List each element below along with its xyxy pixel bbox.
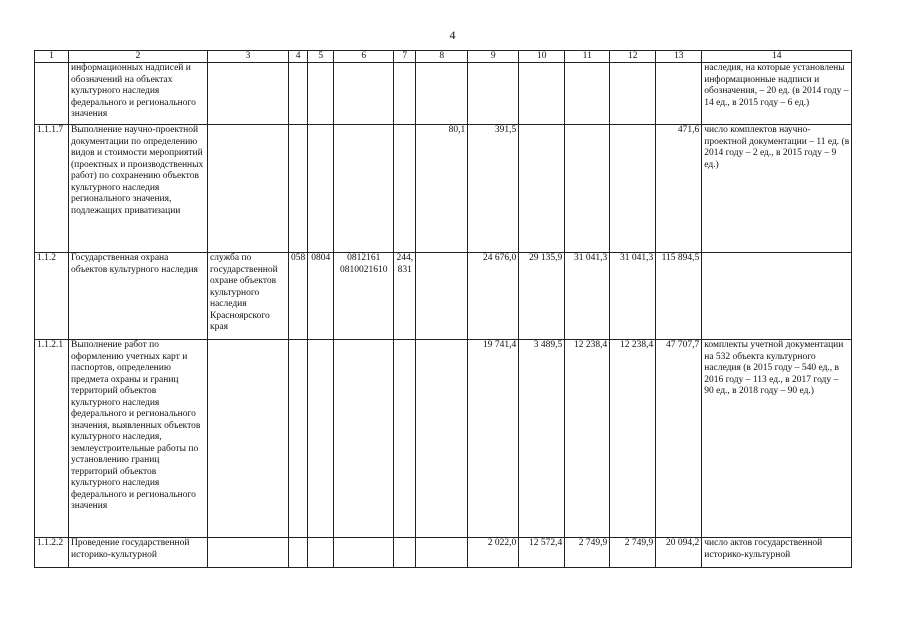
row-code (35, 63, 69, 125)
row-value (610, 63, 656, 125)
row-value: 2 749,9 (565, 538, 610, 568)
row-value (519, 63, 565, 125)
row-grbs (289, 538, 308, 568)
header-cell: 5 (308, 51, 334, 63)
row-value: 19 741,4 (468, 340, 519, 538)
row-csr (334, 125, 394, 253)
csr-code: 0812161 (347, 253, 381, 263)
row-value: 12 572,4 (519, 538, 565, 568)
row-value (519, 125, 565, 253)
row-rzpr (308, 340, 334, 538)
row-grbs (289, 125, 308, 253)
row-description: Проведение государственной историко-культурной (69, 538, 208, 568)
header-cell: 12 (610, 51, 656, 63)
row-value: 2 022,0 (468, 538, 519, 568)
page-number: 4 (449, 28, 456, 42)
header-cell: 7 (394, 51, 416, 63)
row-rzpr (308, 538, 334, 568)
row-grbs (289, 340, 308, 538)
row-grbs: 058 (289, 253, 308, 340)
row-value: 29 135,9 (519, 253, 565, 340)
vr-code: 831 (397, 264, 412, 275)
row-value: 12 238,4 (610, 340, 656, 538)
row-agency (208, 63, 289, 125)
row-value (565, 63, 610, 125)
table-row (35, 538, 852, 568)
row-description: информационных надписей и обозначений на объектах культурного наследия федерального и регионального значения (69, 63, 208, 125)
table-row (35, 63, 852, 125)
header-cell: 4 (289, 51, 308, 63)
row-code: 1.1.1.7 (35, 125, 69, 253)
row-csr (334, 340, 394, 538)
row-agency: служба по государственной охране объектов культурного наследия Красноярского края (208, 253, 289, 340)
row-value: 2 749,9 (610, 538, 656, 568)
row-result: комплекты учетной документации на 532 объекта культурного наследия (в 2015 году – 540 ед., в 2016 году – 113 ед., в 2017 году – 90 ед., в 2018 году – 90 ед.) (702, 340, 852, 538)
row-total (656, 63, 702, 125)
row-agency (208, 340, 289, 538)
row-vr (394, 63, 416, 125)
header-cell: 9 (468, 51, 519, 63)
row-value (416, 253, 468, 340)
row-value (416, 63, 468, 125)
header-cell: 10 (519, 51, 565, 63)
header-cell: 8 (416, 51, 468, 63)
row-value: 391,5 (468, 125, 519, 253)
budget-table (34, 50, 852, 568)
header-row (35, 51, 852, 63)
row-value (416, 538, 468, 568)
row-value: 12 238,4 (565, 340, 610, 538)
row-csr (334, 63, 394, 125)
csr-code: 0810021610 (340, 264, 388, 275)
table-row (35, 253, 852, 340)
row-total: 115 894,5 (656, 253, 702, 340)
row-rzpr: 0804 (308, 253, 334, 340)
row-rzpr (308, 63, 334, 125)
row-vr (394, 538, 416, 568)
row-description: Государственная охрана объектов культурного наследия (69, 253, 208, 340)
header-cell: 6 (334, 51, 394, 63)
row-grbs (289, 63, 308, 125)
row-result (702, 253, 852, 340)
row-value: 24 676,0 (468, 253, 519, 340)
row-value: 31 041,3 (565, 253, 610, 340)
header-cell: 1 (35, 51, 69, 63)
table-row (35, 340, 852, 538)
row-value (416, 340, 468, 538)
row-code: 1.1.2 (35, 253, 69, 340)
header-cell: 11 (565, 51, 610, 63)
row-result: число актов государственной историко-культурной (702, 538, 852, 568)
row-total: 471,6 (656, 125, 702, 253)
row-code: 1.1.2.1 (35, 340, 69, 538)
row-agency (208, 125, 289, 253)
row-total: 47 707,7 (656, 340, 702, 538)
header-cell: 2 (69, 51, 208, 63)
row-value (610, 125, 656, 253)
row-value (468, 63, 519, 125)
row-total: 20 094,2 (656, 538, 702, 568)
table-row (35, 125, 852, 253)
row-description: Выполнение научно-проектной документации по определению видов и стоимости мероприятий (проектных и производственных работ) по сохранению объектов культурного наследия регионального значения, подлежащих приватизации (69, 125, 208, 253)
row-description: Выполнение работ по оформлению учетных карт и паспортов, определению предмета охраны и границ территорий объектов культурного наследия федерального и регионального значения, выявленных объектов культурного наследия, землеустроительные работы по установлению границ территорий объектов культурного наследия федерального и регионального значения (69, 340, 208, 538)
row-agency (208, 538, 289, 568)
row-value: 3 489,5 (519, 340, 565, 538)
header-cell: 13 (656, 51, 702, 63)
vr-code: 244, (396, 253, 414, 263)
row-vr (394, 125, 416, 253)
row-code: 1.1.2.2 (35, 538, 69, 568)
row-result: наследия, на которые установлены информационные надписи и обозначения, – 20 ед. (в 2014 году – 14 ед., в 2015 году – 6 ед.) (702, 63, 852, 125)
row-value: 80,1 (416, 125, 468, 253)
row-rzpr (308, 125, 334, 253)
row-vr (394, 340, 416, 538)
header-cell: 14 (702, 51, 852, 63)
row-vr (394, 253, 416, 340)
row-value: 31 041,3 (610, 253, 656, 340)
row-csr (334, 253, 394, 340)
header-cell: 3 (208, 51, 289, 63)
row-csr (334, 538, 394, 568)
row-result: число комплектов научно-проектной документации – 11 ед. (в 2014 году – 2 ед., в 2015 году – 9 ед.) (702, 125, 852, 253)
row-value (565, 125, 610, 253)
